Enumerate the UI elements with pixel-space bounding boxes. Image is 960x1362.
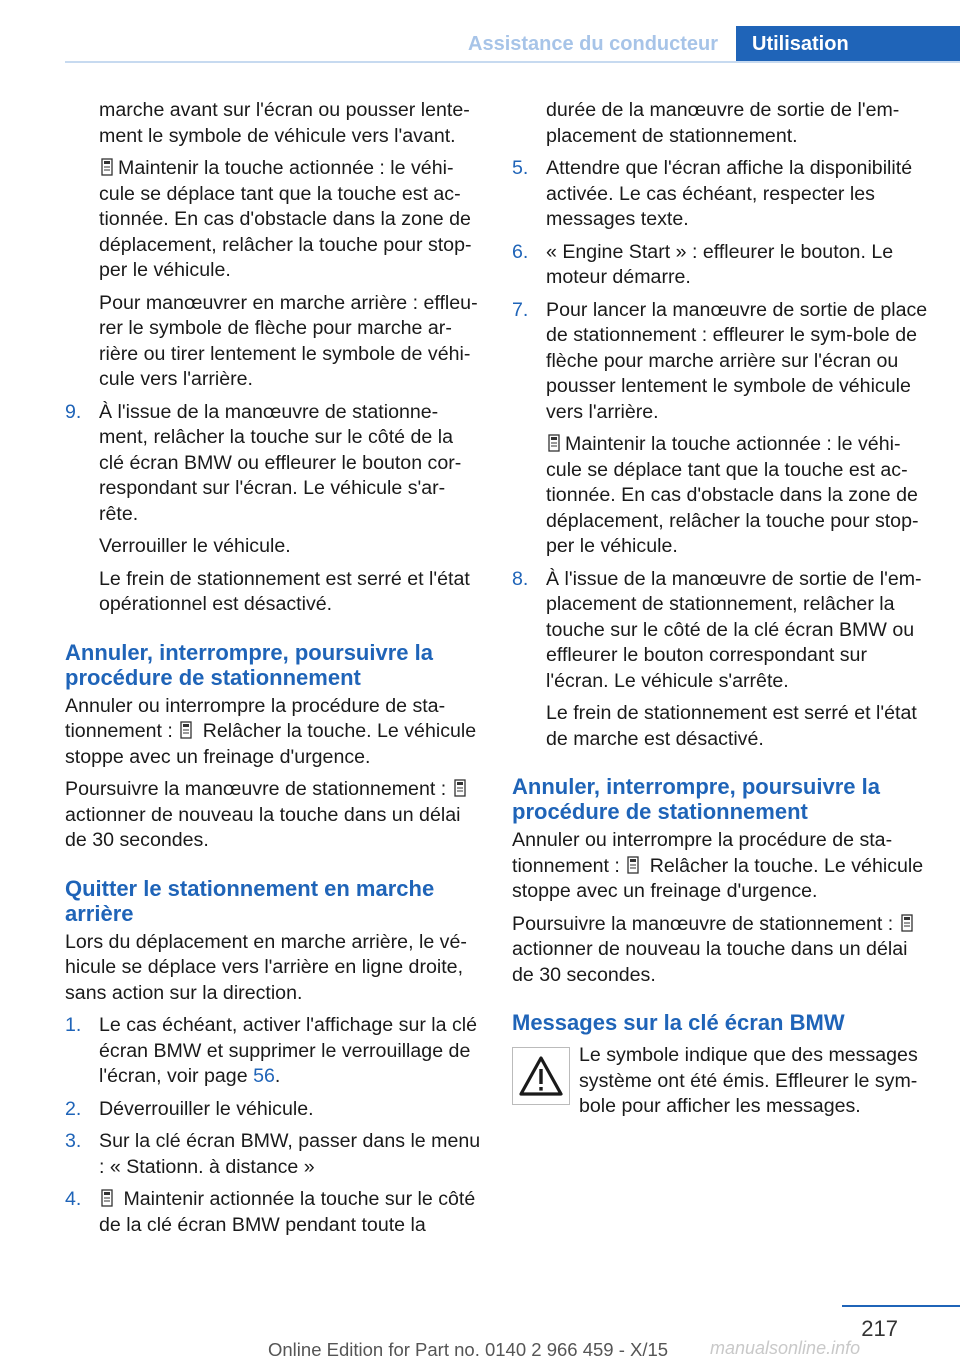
hold-key-text: Maintenir la touche actionnée : le véhi-cule se déplace tant que la touche est ac-tionnée. En cas d'obstacle dans la zone de déplacement, relâcher la touche pour stop-per le véhicule.	[546, 433, 919, 557]
paragraph-cancel	[65, 694, 483, 771]
continue-text-a: Poursuivre la manœuvre de stationnement :	[512, 912, 894, 935]
key-button-icon	[180, 721, 192, 739]
paragraph-continue	[65, 777, 483, 854]
left-column	[65, 98, 483, 1238]
list-item-2	[65, 1097, 483, 1123]
list-item-text: À l'issue de la manœuvre de sortie de l'em-placement de stationnement, relâcher la touche sur le côté de la clé écran BMW ou effleurer le bouton correspondant sur l'écran. Le véhicule s'arrête.	[546, 567, 922, 692]
continue-text-a: Poursuivre la manœuvre de stationnement :	[65, 778, 447, 800]
list-number: 9.	[65, 400, 82, 423]
list-number: 7.	[512, 298, 529, 321]
list-number: 2.	[65, 1097, 82, 1120]
warning-icon	[512, 1047, 570, 1105]
list-item-text: Pour lancer la manœuvre de sortie de place de stationnement : effleurer le sym-bole de flèche pour marche arrière sur l'écran ou pousser lentement le symbole de véhicule vers l'arrière.	[546, 298, 928, 423]
list-number: 6.	[512, 240, 529, 263]
cancel-text-b: Relâcher la touche. Le véhicule stoppe avec un freinage d'urgence.	[512, 854, 924, 902]
paragraph-exit-intro: Lors du déplacement en marche arrière, le vé-hicule se déplace vers l'arrière en ligne droite, sans action sur la direction.	[65, 930, 467, 1004]
footer-divider	[842, 1305, 960, 1307]
key-button-icon	[901, 914, 913, 932]
paragraph-hold-key	[512, 432, 932, 560]
page-header	[0, 0, 960, 62]
list-number: 5.	[512, 157, 529, 179]
list-item-text-a: Le cas échéant, activer l'affichage sur la clé écran BMW et supprimer le verrouillage de l'écran, voir page	[99, 1014, 478, 1087]
paragraph-cancel	[512, 828, 932, 905]
header-tab-utilisation: Utilisation	[736, 26, 960, 62]
paragraph-continue	[512, 912, 932, 989]
list-item-text-body: Maintenir actionnée la touche sur le côté de la clé écran BMW pendant toute la	[99, 1188, 476, 1236]
list-item-text	[99, 1013, 483, 1090]
paragraph-reverse: Pour manœuvrer en marche arrière : effleu-rer le symbole de flèche pour marche ar-rière ou tirer lentement le symbole de véhi-cule vers l'arrière.	[99, 291, 478, 390]
cancel-text-a: Annuler ou interrompre la procédure de sta-tionnement :	[65, 694, 446, 742]
list-item-text: Sur la clé écran BMW, passer dans le menu : « Stationn. à distance »	[99, 1130, 481, 1178]
header-section-title: Assistance du conducteur	[468, 33, 719, 55]
header-divider	[65, 61, 960, 63]
list-item-3	[65, 1129, 483, 1180]
list-item-text: Attendre que l'écran affiche la disponibilité activée. Le cas échéant, respecter les messages texte.	[546, 157, 913, 230]
heading-cancel: Annuler, interrompre, poursuivre la procédure de stationnement	[65, 639, 433, 690]
paragraph-brake: Le frein de stationnement est serré et l'état de marche est désactivé.	[546, 702, 917, 750]
list-item-text: Déverrouiller le véhicule.	[99, 1097, 314, 1120]
hold-key-text: Maintenir la touche actionnée : le véhi-cule se déplace tant que la touche est ac-tionnée. En cas d'obstacle dans la zone de déplacement, relâcher la touche pour stop-per le véhicule.	[99, 157, 472, 281]
list-item-text	[99, 1187, 483, 1238]
paragraph-lock: Verrouiller le véhicule.	[99, 535, 291, 557]
key-button-icon	[454, 779, 466, 797]
list-number: 1.	[65, 1014, 82, 1036]
paragraph-messages: Le symbole indique que des messages système ont été émis. Effleurer le sym-bole pour afficher les messages.	[579, 1044, 918, 1117]
heading-messages: Messages sur la clé écran BMW	[512, 1010, 845, 1035]
key-button-icon	[101, 158, 113, 176]
list-number: 4.	[65, 1188, 82, 1210]
heading-exit-reverse: Quitter le stationnement en marche arrière	[65, 875, 435, 926]
paragraph-continued: durée de la manœuvre de sortie de l'em-placement de stationnement.	[546, 99, 900, 147]
list-item-5	[512, 156, 932, 233]
continue-text-b: actionner de nouveau la touche dans un délai de 30 secondes.	[512, 938, 908, 986]
list-item-7	[512, 298, 932, 426]
list-item-6	[512, 240, 932, 291]
list-number: 3.	[65, 1130, 82, 1152]
messages-block	[512, 1043, 932, 1121]
list-item-text: « Engine Start » : effleurer le bouton. Le moteur démarre.	[546, 240, 894, 288]
watermark: manualsonline.info	[710, 1338, 861, 1358]
cancel-text-b: Relâcher la touche. Le véhicule stoppe avec un freinage d'urgence.	[65, 720, 477, 768]
page-number: 217	[861, 1316, 898, 1341]
key-button-icon	[627, 856, 639, 874]
footer-edition-text: Online Edition for Part no. 0140 2 966 459 - X/15	[268, 1339, 669, 1360]
list-item-text-b: .	[274, 1065, 281, 1087]
list-item-8	[512, 567, 932, 695]
key-button-icon	[101, 1189, 113, 1207]
list-item-9	[65, 400, 483, 528]
continue-text-b: actionner de nouveau la touche dans un délai de 30 secondes.	[65, 803, 461, 851]
list-number: 8.	[512, 567, 529, 590]
right-column	[512, 98, 932, 1121]
list-item-text: À l'issue de la manœuvre de stationne-ment, relâcher la touche sur le côté de la clé écran BMW ou effleurer le bouton cor-respondant sur l'écran. Le véhicule s'ar-rête.	[99, 400, 462, 525]
cancel-text-a: Annuler ou interrompre la procédure de sta-tionnement :	[512, 829, 893, 877]
heading-cancel: Annuler, interrompre, poursuivre la procédure de stationnement	[512, 774, 880, 824]
list-item-1	[65, 1013, 483, 1090]
list-item-4	[65, 1187, 483, 1238]
page-link[interactable]: 56	[253, 1065, 275, 1087]
key-button-icon	[548, 434, 560, 452]
paragraph-continued: marche avant sur l'écran ou pousser lente-ment le symbole de véhicule vers l'avant.	[99, 99, 470, 147]
paragraph-brake: Le frein de stationnement est serré et l'état opérationnel est désactivé.	[99, 567, 470, 615]
paragraph-hold-key	[65, 156, 483, 284]
